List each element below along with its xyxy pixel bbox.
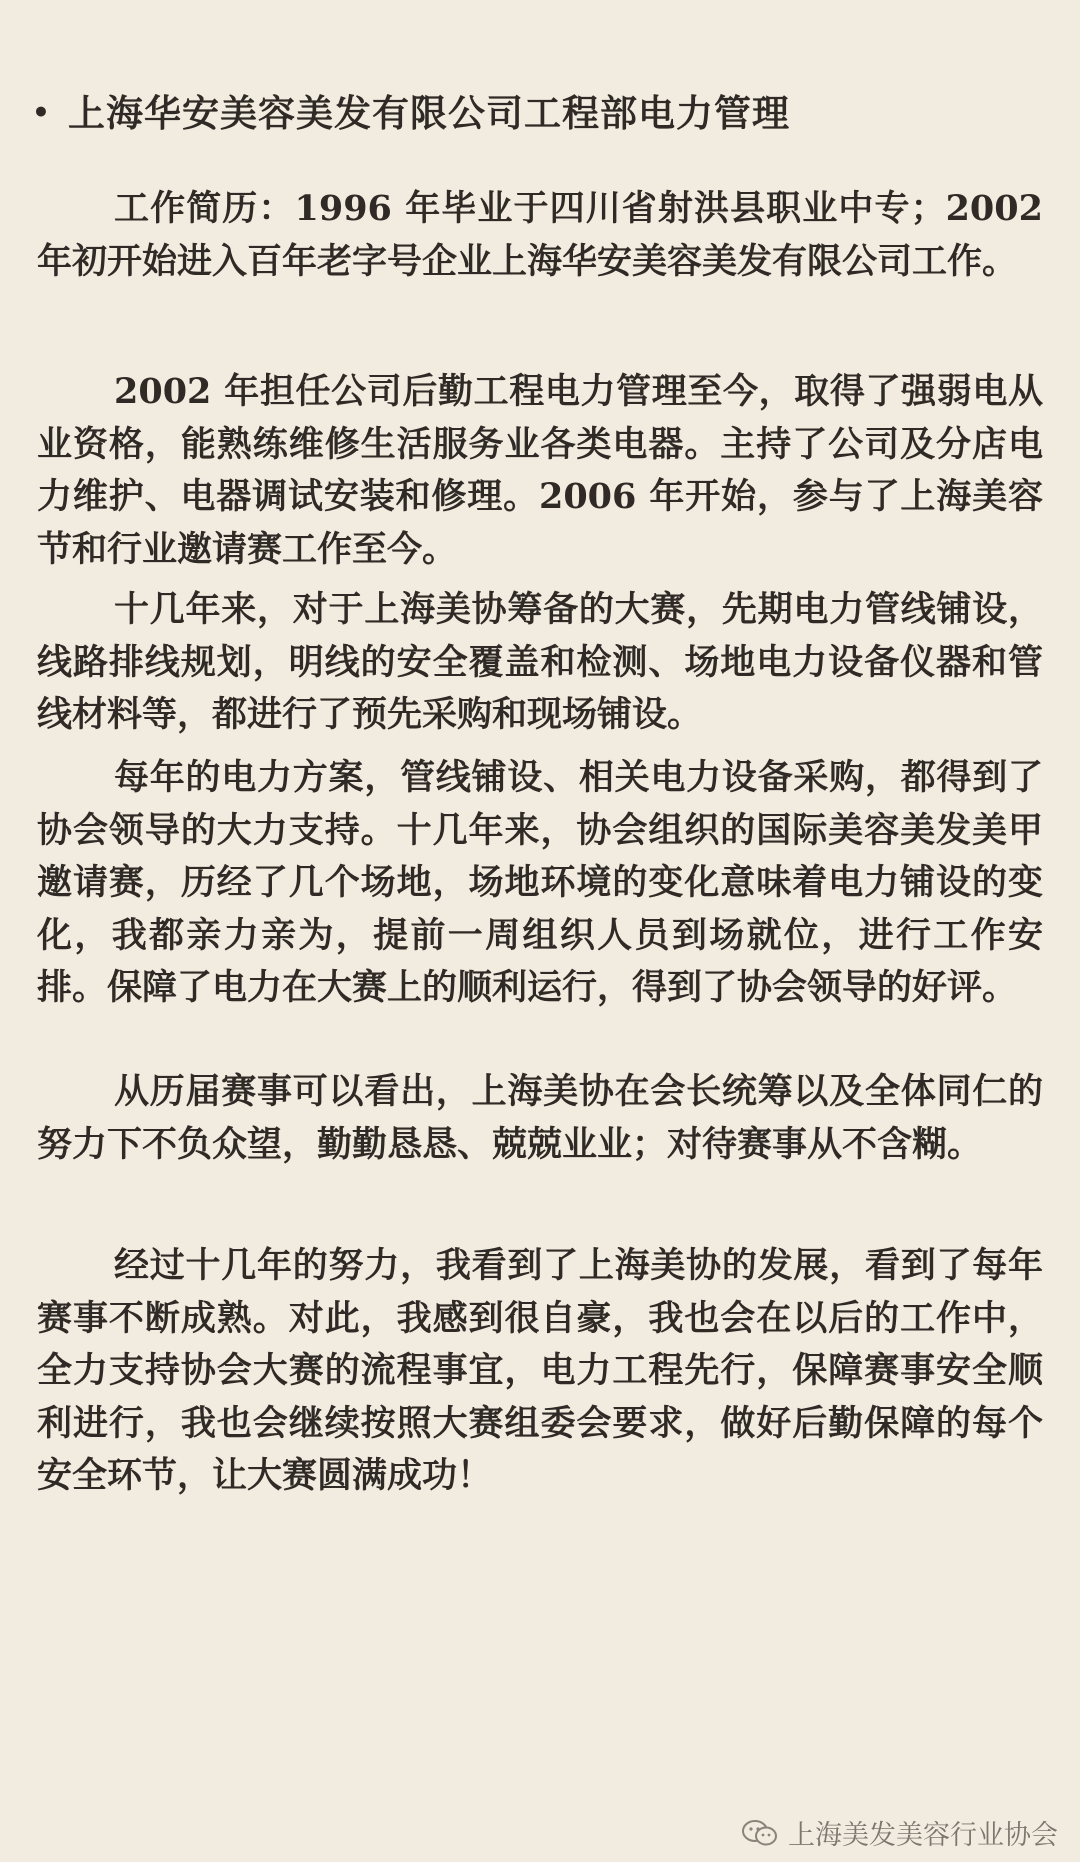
section-heading bbox=[32, 88, 1032, 138]
watermark-text: 上海美发美容行业协会 bbox=[788, 1820, 1058, 1851]
paragraph-annual-support: 每年的电力方案，管线铺设、相关电力设备采购，都得到了协会领导的大力支持。十几年来，协会组织的国际美容美发美甲邀请赛，历经了几个场地，场地环境的变化意味着电力铺设的变化，我都亲力亲为，提前一周组织人员到场就位，进行工作安排。保障了电力在大赛上的顺利运行，得到了协会领导的好评。 bbox=[37, 757, 1043, 1008]
wechat-icon bbox=[740, 1818, 780, 1848]
paragraph-electrical-management: 2002 年担任公司后勤工程电力管理至今，取得了强弱电从业资格，能熟练维修生活服务业各类电器。主持了公司及分店电力维护、电器调试安装和修理。2006 年开始，参与了上海美容节和行业邀请赛工作至今。 bbox=[37, 371, 1043, 570]
watermark bbox=[740, 1813, 1058, 1852]
paragraph-work-history: 工作简历：1996 年毕业于四川省射洪县职业中专；2002 年初开始进入百年老字号企业上海华安美容美发有限公司工作。 bbox=[37, 188, 1043, 282]
paragraph-future-commitment: 经过十几年的努力，我看到了上海美协的发展，看到了每年赛事不断成熟。对此，我感到很自豪，我也会在以后的工作中，全力支持协会大赛的流程事宜，电力工程先行，保障赛事安全顺利进行，我也会继续按照大赛组委会要求，做好后勤保障的每个安全环节，让大赛圆满成功！ bbox=[37, 1245, 1043, 1496]
paragraph-competition-preparation: 十几年来，对于上海美协筹备的大赛，先期电力管线铺设，线路排线规划，明线的安全覆盖和检测、场地电力设备仪器和管线材料等，都进行了预先采购和现场铺设。 bbox=[37, 589, 1043, 735]
bullet-icon: • bbox=[32, 96, 51, 129]
paragraph-association-praise: 从历届赛事可以看出，上海美协在会长统筹以及全体同仁的努力下不负众望，勤勤恳恳、兢兢业业；对待赛事从不含糊。 bbox=[37, 1071, 1043, 1165]
heading-title: 上海华安美容美发有限公司工程部电力管理 bbox=[68, 91, 790, 135]
